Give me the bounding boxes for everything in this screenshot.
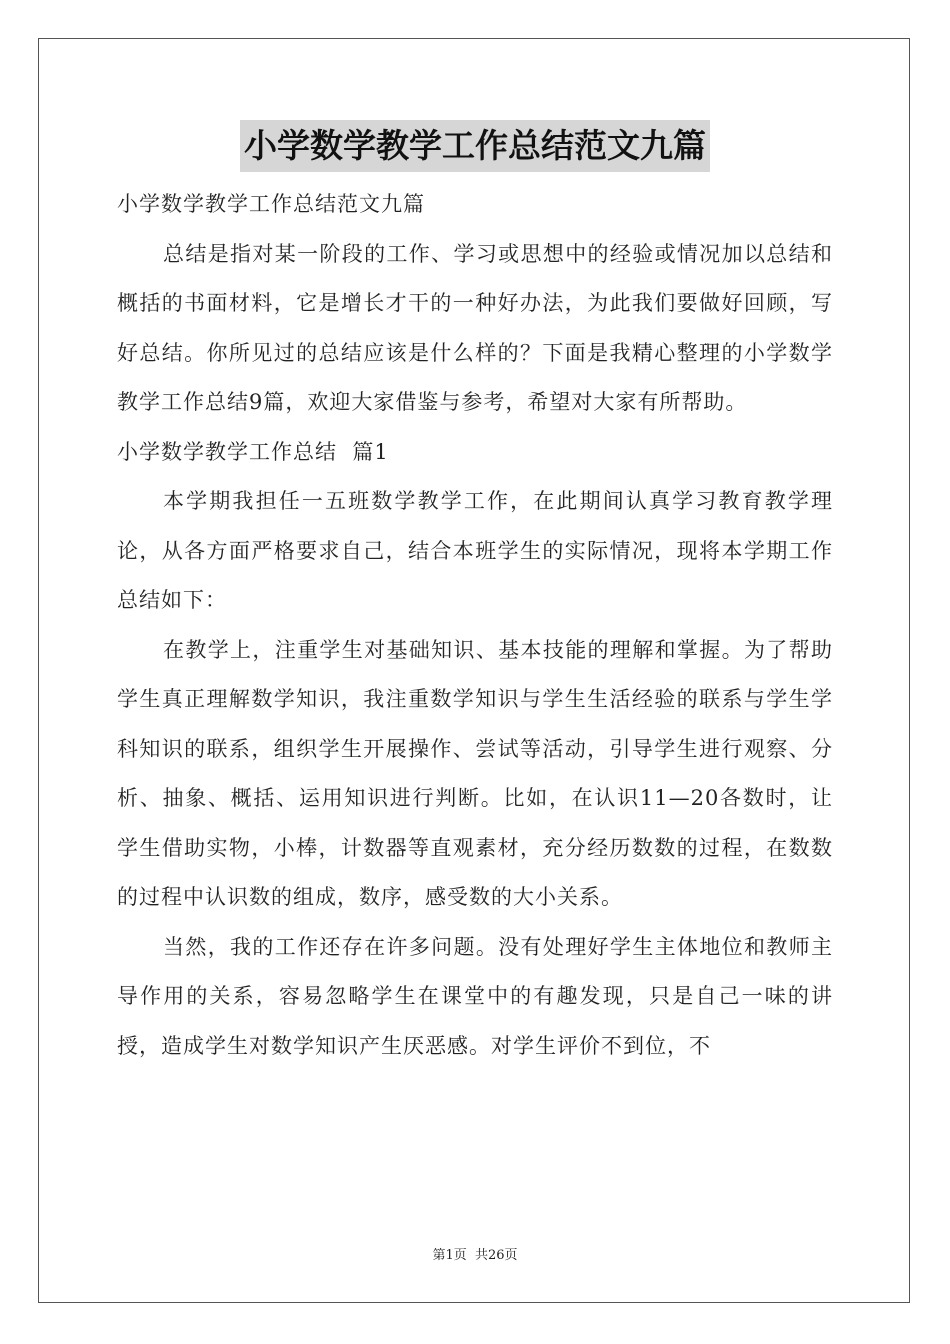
document-title: 小学数学教学工作总结范文九篇 xyxy=(240,120,710,172)
page-number: 第1页 xyxy=(432,1248,467,1263)
paragraph: 总结是指对某一阶段的工作、学习或思想中的经验或情况加以总结和概括的书面材料，它是增长才干的一种好办法，为此我们要做好回顾，写好总结。你所见过的总结应该是什么样的？下面是我精心整理的小学数学教学工作总结9篇，欢迎大家借鉴与参考，希望对大家有所帮助。 xyxy=(117,241,833,414)
paragraph: 本学期我担任一五班数学教学工作，在此期间认真学习教育教学理论，从各方面严格要求自己，结合本班学生的实际情况，现将本学期工作总结如下： xyxy=(117,489,833,612)
document-body xyxy=(117,180,833,1071)
section-heading: 小学数学教学工作总结 篇1 xyxy=(117,439,389,464)
title-container xyxy=(0,120,950,172)
paragraph: 当然，我的工作还存在许多问题。没有处理好学生主体地位和教师主导作用的关系，容易忽略学生在课堂中的有趣发现，只是自己一味的讲授，造成学生对数学知识产生厌恶感。对学生评价不到位，不 xyxy=(117,934,833,1058)
paragraph: 在教学上，注重学生对基础知识、基本技能的理解和掌握。为了帮助学生真正理解数学知识，我注重数学知识与学生生活经验的联系与学生学科知识的联系，组织学生开展操作、尝试等活动，引导学生进行观察、分析、抽象、概括、运用知识进行判断。比如，在认识11—20各数时，让学生借助实物，小棒，计数器等直观素材，充分经历数数的过程，在数数的过程中认识数的组成，数序，感受数的大小关系。 xyxy=(117,637,833,909)
paragraph: 小学数学教学工作总结范文九篇 xyxy=(117,192,425,216)
page-footer xyxy=(0,1244,950,1263)
page-total: 共26页 xyxy=(474,1248,518,1263)
